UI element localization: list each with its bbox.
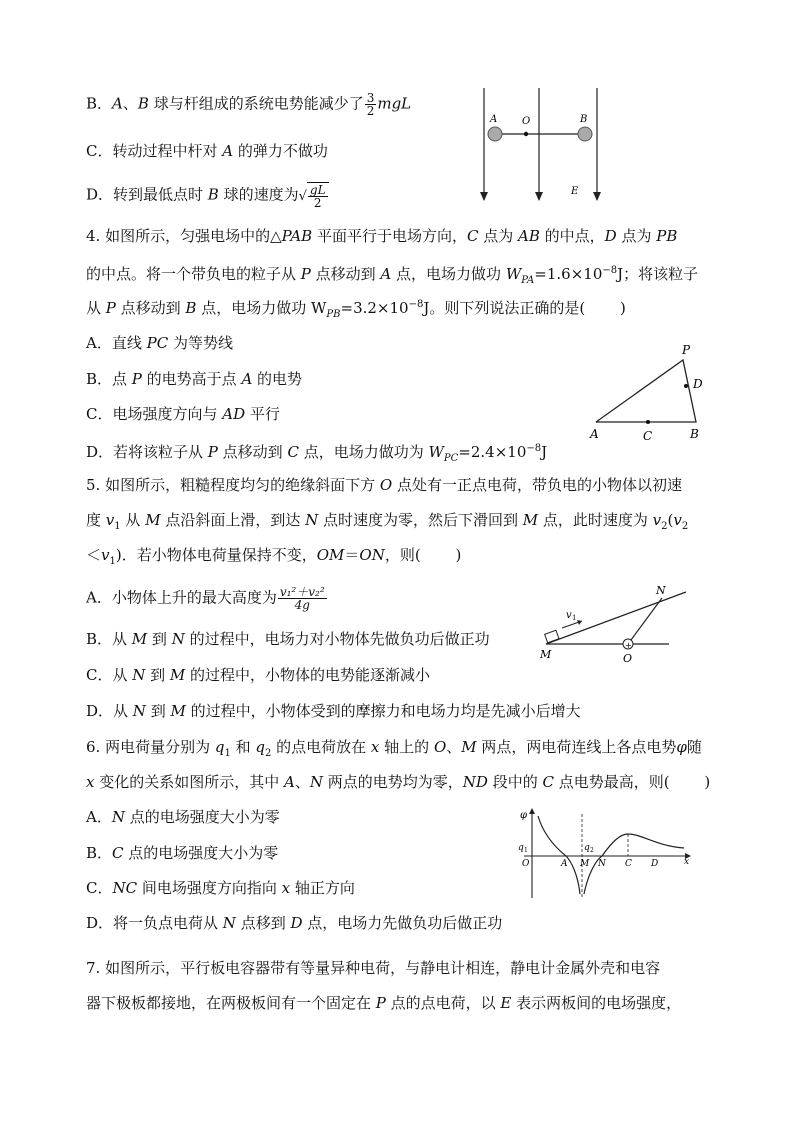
var: PAB <box>281 227 313 245</box>
text: D．将一负点电荷从 <box>86 914 223 932</box>
block <box>545 630 559 643</box>
var: v <box>673 511 682 529</box>
var: NC <box>112 879 138 897</box>
q6-stem-line-1 <box>86 736 702 765</box>
q5-option-d[interactable] <box>86 700 581 722</box>
text: 点移动到 <box>217 443 288 461</box>
text: 到 <box>145 666 170 684</box>
q4-option-b[interactable] <box>86 368 302 390</box>
text: 的过程中，小物体的电势能逐渐减小 <box>185 666 431 684</box>
text: 点的电场强度大小为零 <box>124 808 280 826</box>
denominator: 2 <box>366 104 375 118</box>
text: 和 <box>230 738 256 756</box>
option-text: D．转到最低点时 <box>86 185 208 204</box>
q5-stem-line-2 <box>86 509 688 538</box>
text: 点移到 <box>235 914 291 932</box>
text: B． <box>86 844 113 862</box>
q4-stem-line-2 <box>86 260 698 292</box>
text: )．若小物体电荷量保持不变， <box>115 546 317 564</box>
q5-option-c[interactable] <box>86 664 430 686</box>
var: M <box>170 702 186 720</box>
text: 平行 <box>245 405 280 423</box>
text: 点沿斜面上滑，到达 <box>160 511 306 529</box>
text: 段中的 <box>487 773 543 791</box>
text: 点，电场力做功 <box>391 265 506 283</box>
label-v-sub: 1 <box>572 614 577 622</box>
text: C．电场强度方向与 <box>86 405 223 423</box>
label-q1-sub: 1 <box>524 847 528 854</box>
var: D <box>290 914 303 932</box>
var: A <box>284 773 295 791</box>
text: C． <box>86 879 113 897</box>
label-q2-sub: 2 <box>590 847 594 854</box>
fraction-height <box>278 586 327 611</box>
var: O <box>379 476 393 494</box>
text: 两点，两电荷连线上各点电势 <box>476 738 677 756</box>
var: q <box>255 738 265 756</box>
var: x <box>86 773 95 791</box>
text: 点，电场力先做负功后做正功 <box>302 914 503 932</box>
label-q1: q <box>518 843 524 853</box>
sub: 1 <box>109 556 116 567</box>
label-n: N <box>598 859 606 869</box>
option-label: B． <box>86 94 113 113</box>
sup: −8 <box>602 265 618 276</box>
text: ＝ <box>344 546 360 564</box>
var: A <box>241 370 253 388</box>
q4-stem-line-1 <box>86 225 677 247</box>
text: 点，电场力做功 W <box>196 299 327 317</box>
q6-potential-graph <box>516 806 696 902</box>
text: 度 <box>86 511 106 529</box>
label-d: D <box>693 377 703 391</box>
var: D <box>604 227 617 245</box>
sub: PC <box>443 453 459 464</box>
var-b: B <box>137 94 149 113</box>
q4-option-d[interactable] <box>86 438 547 470</box>
label-m: M <box>540 648 552 661</box>
var: N <box>222 914 236 932</box>
label-c: C <box>625 859 632 869</box>
text: 4. 如图所示，匀强电场中的△ <box>86 227 282 245</box>
text: 点，此时速度为 <box>538 511 653 529</box>
label-x: x <box>684 857 690 867</box>
var: E <box>500 994 512 1012</box>
text: 的过程中，电场力对小物体先做负功后做正功 <box>184 630 490 648</box>
var: C <box>112 844 124 862</box>
text: 间电场强度方向指向 <box>137 879 282 897</box>
label-m: M <box>580 859 590 869</box>
q3-option-b[interactable] <box>86 92 411 117</box>
sub: 2 <box>681 521 689 532</box>
sub: PA <box>521 275 535 286</box>
q3-option-c[interactable] <box>86 140 328 162</box>
var: P <box>207 443 218 461</box>
var: N <box>171 630 185 648</box>
label-phi: φ <box>520 810 528 821</box>
label-o: O <box>522 859 530 869</box>
var: O <box>433 738 447 756</box>
var: N <box>111 808 125 826</box>
q4-triangle-figure <box>586 340 716 445</box>
var: PC <box>146 334 169 352</box>
var: M <box>131 630 148 648</box>
text: 表示两板间的电场强度， <box>511 994 682 1012</box>
fraction-3-2 <box>365 92 377 117</box>
text: 轴正方向 <box>290 879 355 897</box>
text: 点的电场强度大小为零 <box>123 844 279 862</box>
text: 点移动到 <box>310 265 381 283</box>
q6-option-b[interactable] <box>86 842 278 864</box>
var: P <box>300 265 311 283</box>
arrow-head <box>529 808 535 814</box>
text: 点为 <box>478 227 519 245</box>
point-d <box>684 384 688 388</box>
var-b: B <box>207 185 219 204</box>
var: P <box>375 994 386 1012</box>
var: v <box>652 511 662 529</box>
text: 变化的关系如图所示，其中 <box>94 773 285 791</box>
sub: 1 <box>114 521 121 532</box>
text: 的中点。将一个带负电的粒子从 <box>86 265 301 283</box>
var: M <box>461 738 477 756</box>
triangle-pab <box>596 360 696 422</box>
sqrt-expression: √ $\frac{gL}{2}$ <box>299 182 329 209</box>
text: 两点的电势均为零， <box>323 773 463 791</box>
var: OM <box>316 546 345 564</box>
curve-left <box>538 816 580 894</box>
label-e: E <box>571 186 579 197</box>
text: 点移动到 <box>115 299 186 317</box>
point-c <box>646 420 650 424</box>
q4-option-a[interactable] <box>86 332 233 354</box>
label-a: A <box>561 859 568 869</box>
text: ＜ <box>86 546 102 564</box>
var: φ <box>676 738 687 756</box>
arrow-head <box>593 192 601 201</box>
text: 点电势最高，则( ) <box>553 773 711 791</box>
label-n: N <box>656 584 666 597</box>
q6-stem-line-2 <box>86 771 710 793</box>
text: 的过程中，小物体受到的摩擦力和电场力均是先减小后增大 <box>185 702 581 720</box>
var: M <box>522 511 539 529</box>
text: 、 <box>446 738 462 756</box>
text: 6. 两电荷量分别为 <box>86 738 215 756</box>
option-text-tail: 球的速度为 <box>218 185 299 204</box>
q5-stem-line-1 <box>86 474 682 496</box>
label-d: D <box>651 859 659 869</box>
line-on <box>628 598 662 644</box>
sub: 2 <box>265 748 272 759</box>
var: C <box>466 227 479 245</box>
text: J；将该粒子 <box>617 265 699 283</box>
text: =2.4×10 <box>458 443 527 461</box>
var: W <box>505 265 522 283</box>
text: 点，电场力做功为 <box>298 443 429 461</box>
text: A．小物体上升的最大高度为 <box>86 588 277 607</box>
arrow-head <box>480 192 488 201</box>
text: 轴上的 <box>379 738 434 756</box>
ball-b <box>578 127 592 141</box>
var: W <box>428 443 444 461</box>
numerator: gL <box>309 183 326 197</box>
text: 从 <box>86 299 106 317</box>
text: J <box>541 443 548 461</box>
var-a: A <box>112 94 123 113</box>
var: x <box>370 738 380 756</box>
var: P <box>131 370 142 388</box>
var: A <box>380 265 392 283</box>
text: 的电势 <box>252 370 303 388</box>
var: N <box>132 702 146 720</box>
text: 到 <box>147 630 172 648</box>
q4-option-c[interactable] <box>86 403 280 425</box>
text: 点为 <box>616 227 657 245</box>
option-text: C．转动过程中杆对 <box>86 142 223 160</box>
sub: 2 <box>661 521 668 532</box>
q6-option-c[interactable] <box>86 877 355 899</box>
text: A．直线 <box>86 334 147 352</box>
label-o: O <box>522 116 531 127</box>
text: 、 <box>294 773 310 791</box>
q7-stem-line-2 <box>86 992 681 1014</box>
text: B．从 <box>86 630 132 648</box>
var: C <box>542 773 554 791</box>
var: N <box>305 511 319 529</box>
var: ON <box>359 546 385 564</box>
q5-stem-line-3 <box>86 544 461 573</box>
var: N <box>132 666 146 684</box>
text: 的电势高于点 <box>141 370 242 388</box>
q7-stem-line-1 <box>86 957 660 979</box>
q6-option-a[interactable] <box>86 806 280 828</box>
var: M <box>145 511 161 529</box>
ball-a <box>488 127 502 141</box>
label-a: A <box>490 114 498 125</box>
var: B <box>185 299 197 317</box>
text: ( <box>667 511 674 529</box>
text: =3.2×10 <box>340 299 409 317</box>
text: J。则下列说法正确的是( ) <box>423 299 626 317</box>
label-b: B <box>580 114 588 125</box>
text: 点处有一正点电荷，带负电的小物体以初速 <box>392 476 682 494</box>
var: ND <box>462 773 488 791</box>
sub: PB <box>326 309 341 320</box>
mgl: mgL <box>377 94 412 113</box>
text: =1.6×10 <box>534 265 603 283</box>
text: 平面平行于电场方向， <box>312 227 467 245</box>
text: 从 <box>120 511 146 529</box>
text: 点的点电荷，以 <box>385 994 501 1012</box>
text: 点时速度为零，然后下滑回到 <box>318 511 523 529</box>
text: 的中点， <box>539 227 605 245</box>
var: C <box>287 443 299 461</box>
text: A． <box>86 808 112 826</box>
text: 的点电荷放在 <box>271 738 371 756</box>
label-c: C <box>643 429 653 443</box>
plus-sign: + <box>625 641 632 650</box>
text: 随 <box>686 738 702 756</box>
label-o: O <box>623 652 633 665</box>
var: PB <box>656 227 678 245</box>
numerator: 3 <box>366 91 375 105</box>
var: AD <box>222 405 246 423</box>
label-b: B <box>690 427 699 441</box>
label-p: P <box>682 343 691 357</box>
text: B．点 <box>86 370 132 388</box>
text: D．若将该粒子从 <box>86 443 208 461</box>
sup: −8 <box>526 443 542 454</box>
var: v <box>101 546 110 564</box>
var: v <box>105 511 115 529</box>
q5-option-b[interactable] <box>86 628 490 650</box>
label-q2: q <box>584 843 590 853</box>
numerator: v₁²＋v₂² <box>279 585 325 599</box>
option-text-tail: 的弹力不做功 <box>233 142 328 160</box>
text: 为等势线 <box>168 334 233 352</box>
label-v: v <box>566 610 572 621</box>
text: 到 <box>145 702 171 720</box>
var: q <box>214 738 225 756</box>
text: D．从 <box>86 702 133 720</box>
option-text: 球与杆组成的系统电势能减少了 <box>148 94 364 113</box>
q5-incline-figure <box>534 582 694 668</box>
q5-option-a[interactable] <box>86 586 328 611</box>
denominator: 2 <box>313 196 322 210</box>
text: 7. 如图所示，平行板电容器带有等量异种电荷，与静电计相连，静电计金属外壳和电容 <box>86 959 661 977</box>
var: AB <box>518 227 540 245</box>
sep: 、 <box>122 94 138 113</box>
q4-stem-line-3 <box>86 294 626 326</box>
var: N <box>309 773 323 791</box>
text: 器下极板都接地，在两极板间有一个固定在 <box>86 994 376 1012</box>
var-a: A <box>222 142 234 160</box>
sub: 1 <box>224 748 231 759</box>
text: C．从 <box>86 666 133 684</box>
denominator: 4g <box>294 598 310 612</box>
var: x <box>281 879 291 897</box>
arrow-head <box>535 192 543 201</box>
label-a: A <box>590 427 599 441</box>
text: 5. 如图所示，粗糙程度均匀的绝缘斜面下方 <box>86 476 380 494</box>
sup: −8 <box>408 299 424 310</box>
q3-option-d[interactable] <box>86 182 329 209</box>
pivot-o <box>524 132 528 136</box>
var: P <box>105 299 116 317</box>
text: ，则( ) <box>384 546 462 564</box>
var: M <box>169 666 186 684</box>
q6-option-d[interactable] <box>86 912 502 934</box>
q3-rod-field-figure <box>476 86 616 204</box>
